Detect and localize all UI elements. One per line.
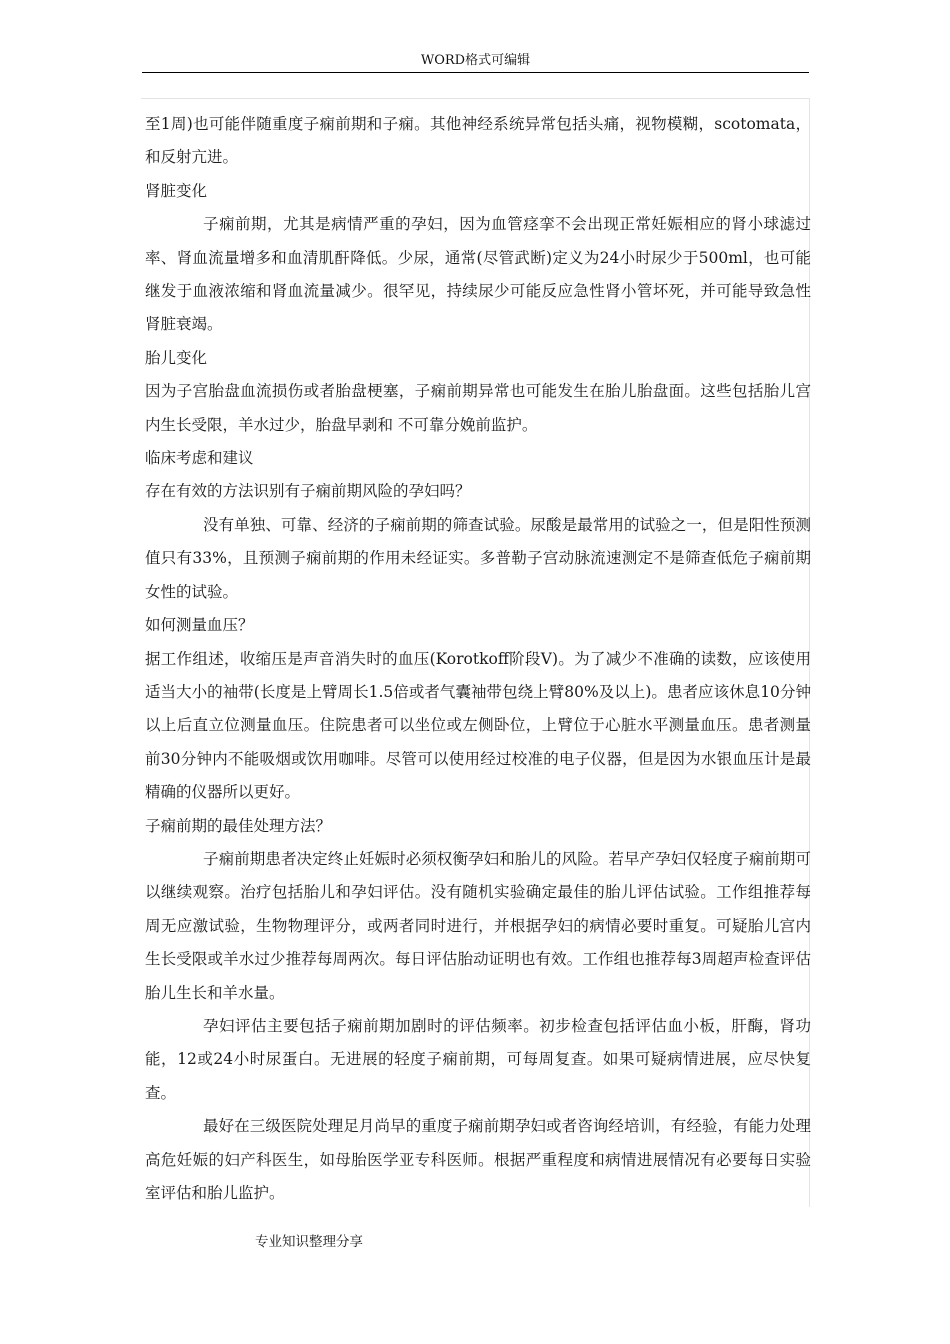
heading-renal-changes: 肾脏变化 — [145, 181, 208, 200]
page-footer — [255, 1232, 363, 1252]
question-management: 子痫前期的最佳处理方法？ — [145, 816, 332, 835]
heading-clinical-considerations: 临床考虑和建议 — [145, 449, 254, 468]
footer-text: 专业知识整理分享 — [255, 1234, 363, 1250]
paragraph-fetal-assessment: 子痫前期患者决定终止妊娠时必须权衡孕妇和胎儿的风险。若早产孕妇仅轻度子痫前期可以继续观察。治疗包括胎儿和孕妇评估。没有随机实验确定最佳的胎儿评估试验。工作组推荐每周无应激试验，生物物理评分，或两者同时进行，并根据孕妇的病情必要时重复。可疑胎儿宫内生长受限或羊水过少推荐每周两次。每日评估胎动证明也有效。工作组也推荐每3周超声检查评估胎儿生长和羊水量。 — [145, 849, 811, 1002]
header-title: WORD格式可编辑 — [420, 53, 531, 68]
paragraph-neuro-continuation: 至1周)也可能伴随重度子痫前期和子痫。其他神经系统异常包括头痛，视物模糊，scotomata，和反射亢进。 — [145, 115, 811, 167]
paragraph-screening: 没有单独、可靠、经济的子痫前期的筛查试验。尿酸是最常用的试验之一，但是阳性预测值只有33%，且预测子痫前期的作用未经证实。多普勒子宫动脉流速测定不是筛查低危子痫前期女性的试验。 — [145, 515, 811, 601]
paragraph-renal: 子痫前期，尤其是病情严重的孕妇，因为血管痉挛不会出现正常妊娠相应的肾小球滤过率、肾血流量增多和血清肌酐降低。少尿，通常(尽管武断)定义为24小时尿少于500ml，也可能继发于血液浓缩和肾血流量减少。很罕见，持续尿少可能反应急性肾小管坏死，并可能导致急性肾脏衰竭。 — [145, 215, 811, 334]
question-screening: 存在有效的方法识别有子痫前期风险的孕妇吗？ — [145, 482, 471, 501]
question-blood-pressure: 如何测量血压？ — [145, 616, 254, 635]
paragraph-maternal-assessment: 孕妇评估主要包括子痫前期加剧时的评估频率。初步检查包括评估血小板，肝酶，肾功能，12或24小时尿蛋白。无进展的轻度子痫前期，可每周复查。如果可疑病情进展，应尽快复查。 — [145, 1016, 811, 1102]
paragraph-blood-pressure: 据工作组述，收缩压是声音消失时的血压(Korotkoff阶段V)。为了减少不准确的读数，应该使用适当大小的袖带(长度是上臂周长1.5倍或者气囊袖带包绕上臂80%及以上)。患者应该休息10分钟以上后直立位测量血压。住院患者可以坐位或左侧卧位，上臂位于心脏水平测量血压。患者测量前30分钟内不能吸烟或饮用咖啡。尽管可以使用经过校准的电子仪器，但是因为水银血压计是最精确的仪器所以更好。 — [145, 649, 811, 802]
page-header — [142, 52, 809, 73]
paragraph-tertiary-care: 最好在三级医院处理足月尚早的重度子痫前期孕妇或者咨询经培训，有经验，有能力处理高危妊娠的妇产科医生，如母胎医学亚专科医师。根据严重程度和病情进展情况有必要每日实验室评估和胎儿监护。 — [145, 1117, 811, 1202]
document-body — [145, 108, 811, 1210]
paragraph-fetal: 因为子宫胎盘血流损伤或者胎盘梗塞，子痫前期异常也可能发生在胎儿胎盘面。这些包括胎儿宫内生长受限，羊水过少，胎盘早剥和 不可靠分娩前监护。 — [145, 382, 811, 434]
heading-fetal-changes: 胎儿变化 — [145, 348, 208, 367]
